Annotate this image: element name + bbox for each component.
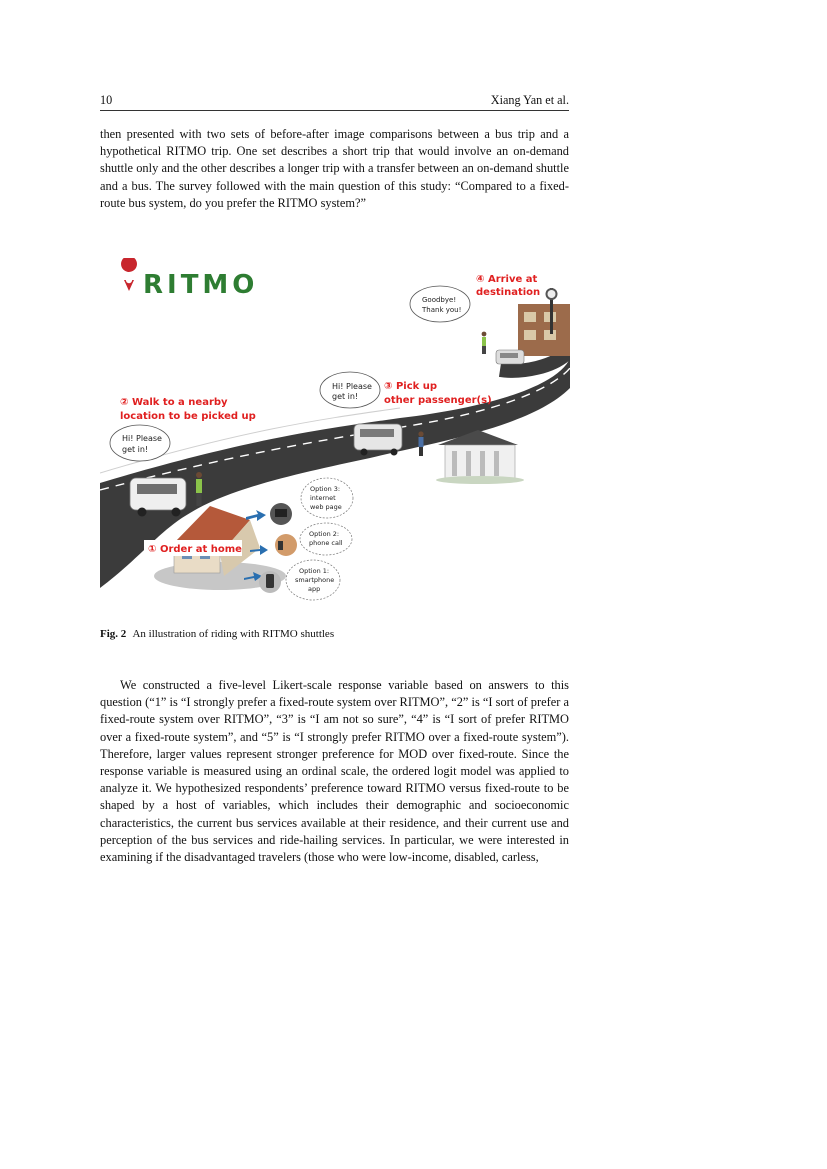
step1-label: ① Order at home	[148, 544, 242, 555]
internet-device-image	[270, 503, 292, 525]
passenger-figure-mid	[418, 431, 423, 456]
option2-line1: Option 2:	[309, 530, 340, 538]
step2-label-line1: ② Walk to a nearby	[120, 397, 228, 408]
logo-text: RITMO	[143, 270, 259, 300]
step4-label-line2: destination	[476, 287, 541, 298]
walk-speech-bubble	[110, 425, 170, 461]
goodbye-bubble-line2: Thank you!	[422, 306, 462, 314]
passenger-figure-destination	[482, 332, 487, 354]
running-header	[100, 92, 569, 111]
option1-line1: Option 1:	[299, 567, 330, 575]
option3-line1: Option 3:	[310, 485, 341, 493]
figure-caption-text: An illustration of riding with RITMO shuttles	[132, 628, 335, 640]
pickup-bubble-line1: Hi! Please	[332, 382, 372, 391]
paragraph-intro: then presented with two sets of before-after image comparisons between a bus trip and a hypothetical RITMO trip. One set describes a short trip that would involve an on-demand shuttle only and the other describes a longer trip with a transfer between an on-demand shuttle and a bus. The survey followed with the main question of this study: “Compared to a fixed-route bus system, do you prefer the RITMO system?”	[100, 127, 569, 210]
paragraph-likert: We constructed a five-level Likert-scale response variable based on answers to this question (“1” is “I strongly prefer a fixed-route system over RITMO”, “2” is “I sort of prefer a fixed-route system over RITMO”, “3” is “I am not so sure”, “4” is “I sort of prefer RITMO over a fixed-route system”, and “5” is “I strongly prefer RITMO over a fixed-route system”). Therefore, larger values represent stronger preference for MOD over fixed-route. Since the response variable is measured using an ordinal scale, the ordered logit model was applied to analyze it. We hypothesized respondents’ preference toward RITMO versus fixed-route to be shaped by a host of variables, which includes their demographic and socioeconomic characteristics, the current bus services available at their residence, and their current use and perception of the bus services and ride-hailing services. In particular, we were interested in examining if the disadvantaged travelers (those who were low-income, disabled, carless,	[100, 678, 569, 865]
shuttle-van-far	[496, 350, 524, 364]
step3-label-line2: other passenger(s)	[384, 395, 492, 406]
goodbye-bubble-line1: Goodbye!	[422, 296, 457, 304]
option1-line3: app	[308, 585, 321, 593]
running-head-authors: Xiang Yan et al.	[490, 93, 569, 107]
goodbye-speech-bubble	[410, 286, 470, 322]
passenger-figure-walking	[196, 472, 202, 506]
figure-label: Fig. 2	[100, 628, 127, 640]
page-number: 10	[100, 93, 113, 107]
smartphone-image	[259, 571, 281, 593]
option3-line3: web page	[310, 503, 342, 511]
walk-bubble-line2: get in!	[122, 445, 149, 454]
step2-label-line2: location to be picked up	[120, 411, 256, 422]
walk-bubble-line1: Hi! Please	[122, 434, 162, 443]
step3-label-line1: ③ Pick up	[384, 381, 438, 392]
figure-caption	[100, 627, 569, 641]
ritmo-illustration-svg	[100, 258, 570, 607]
step4-label-line1: ④ Arrive at	[476, 274, 538, 285]
option1-line2: smartphone	[295, 576, 335, 584]
phone-call-person-image	[275, 534, 297, 556]
option2-line2: phone call	[309, 539, 343, 547]
option3-line2: internet	[310, 494, 336, 502]
pickup-bubble-line2: get in!	[332, 392, 359, 401]
figure-ritmo-illustration	[100, 258, 570, 607]
